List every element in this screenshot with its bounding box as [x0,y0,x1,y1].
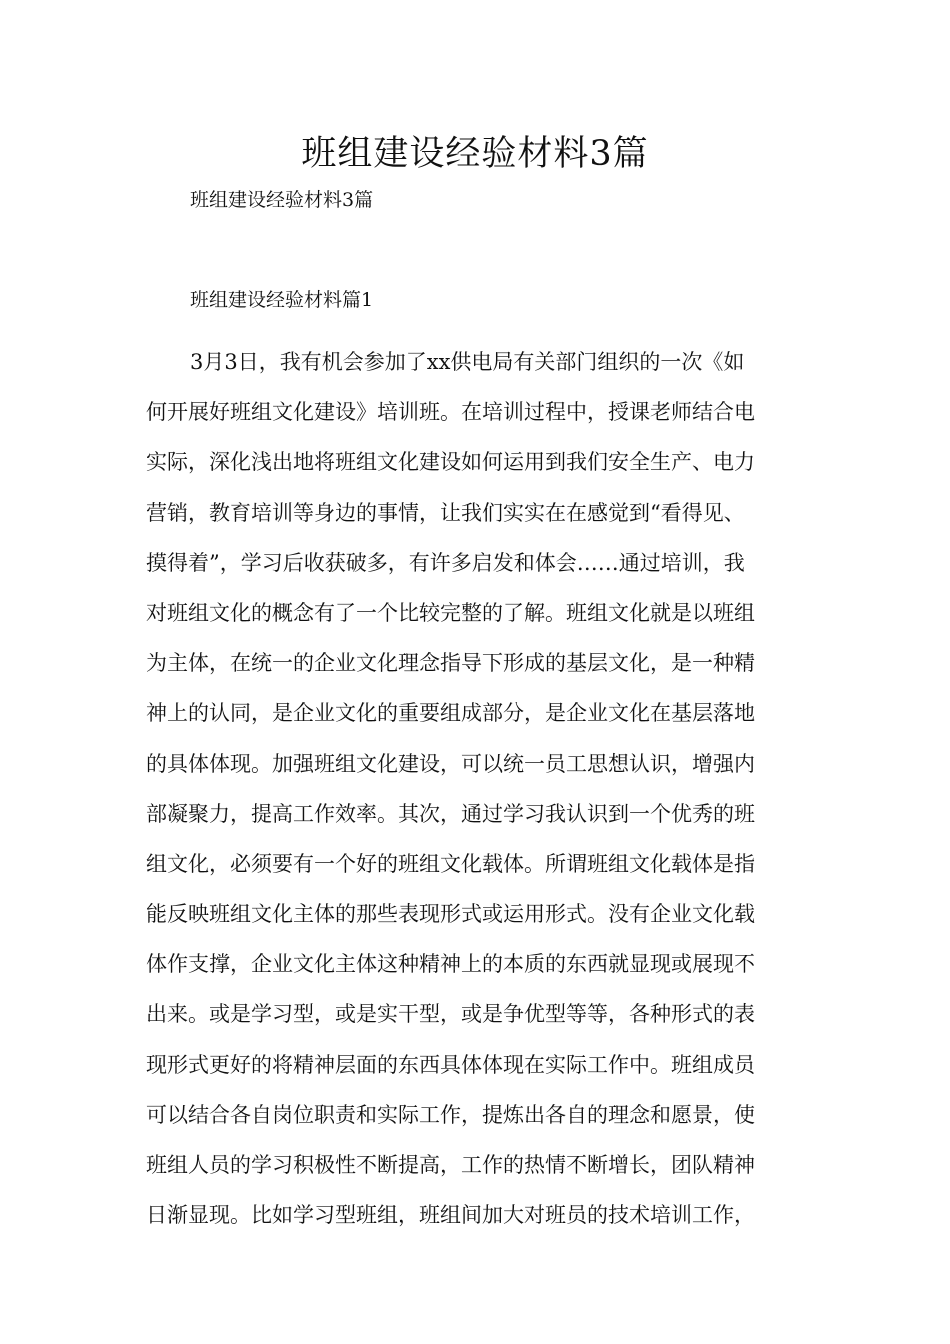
paragraph-line: 出来。或是学习型，或是实干型，或是争优型等等，各种形式的表 [146,1002,755,1027]
document-title: 班组建设经验材料3篇 [301,134,649,174]
paragraph-line: 实际，深化浅出地将班组文化建设如何运用到我们安全生产、电力 [146,450,755,475]
paragraph-line: 神上的认同，是企业文化的重要组成部分，是企业文化在基层落地 [146,701,755,726]
paragraph-line: 能反映班组文化主体的那些表现形式或运用形式。没有企业文化载 [146,902,755,927]
body-paragraph [146,337,806,1240]
paragraph-line: 班组人员的学习积极性不断提高，工作的热情不断增长，团队精神 [146,1153,755,1177]
paragraph-line: 日渐显现。比如学习型班组，班组间加大对班员的技术培训工作， [146,1203,755,1228]
paragraph-line: 何开展好班组文化建设》培训班。在培训过程中，授课老师结合电 [146,400,755,425]
paragraph-line: 摸得着”，学习后收获破多，有许多启发和体会……通过培训，我 [146,550,745,575]
paragraph-line: 3月3日，我有机会参加了xx供电局有关部门组织的一次《如 [190,350,745,374]
paragraph-line: 组文化，必须要有一个好的班组文化载体。所谓班组文化载体是指 [146,851,755,876]
section-heading: 班组建设经验材料篇1 [190,289,374,311]
paragraph-line: 营销，教育培训等身边的事情，让我们实实在在感觉到“看得见、 [146,500,745,525]
paragraph-line: 对班组文化的概念有了一个比较完整的了解。班组文化就是以班组 [146,600,755,625]
document-subtitle: 班组建设经验材料3篇 [190,189,374,211]
paragraph-line: 的具体体现。加强班组文化建设，可以统一员工思想认识，增强内 [146,751,755,776]
paragraph-line: 为主体，在统一的企业文化理念指导下形成的基层文化，是一种精 [146,651,755,676]
paragraph-line: 部凝聚力，提高工作效率。其次，通过学习我认识到一个优秀的班 [146,801,755,826]
paragraph-line: 现形式更好的将精神层面的东西具体体现在实际工作中。班组成员 [146,1052,755,1077]
paragraph-line: 可以结合各自岗位职责和实际工作，提炼出各自的理念和愿景，使 [146,1102,755,1127]
paragraph-line: 体作支撑，企业文化主体这种精神上的本质的东西就显现或展现不 [146,952,755,977]
